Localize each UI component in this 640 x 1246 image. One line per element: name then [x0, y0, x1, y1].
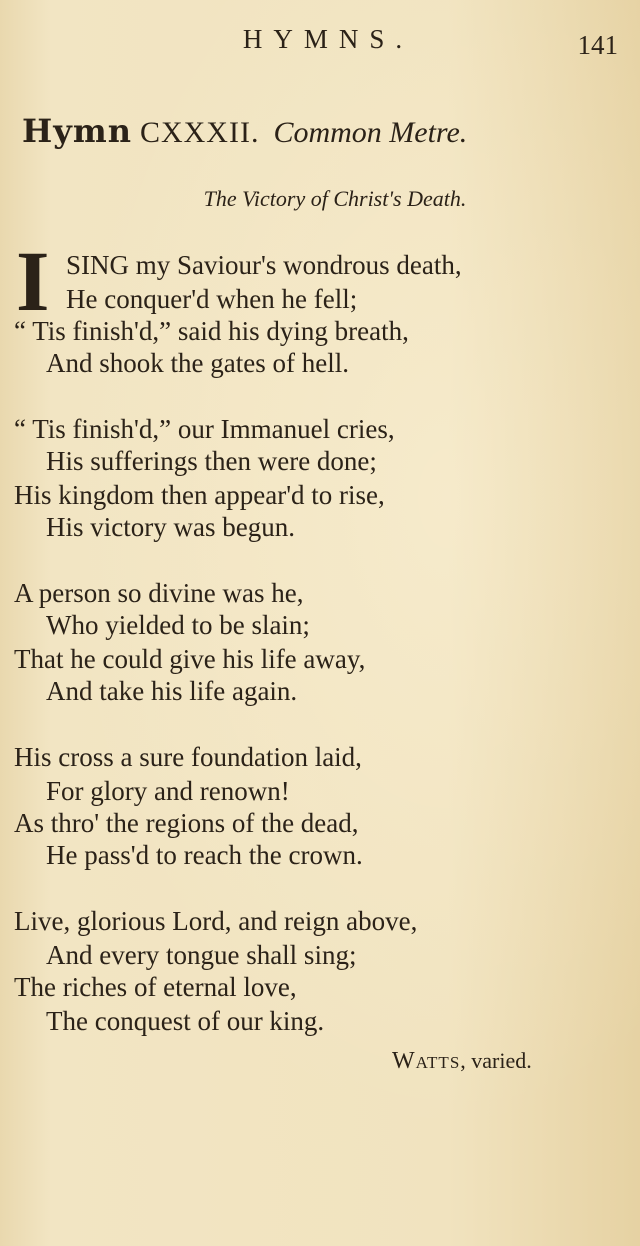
verse-line: “ Tis finish'd,” said his dying breath,	[14, 316, 409, 346]
hymn-title	[22, 112, 467, 150]
hymn-metre: Common Metre.	[273, 116, 468, 149]
verse-line: As thro' the regions of the dead,	[14, 808, 359, 838]
verse-line: “ Tis finish'd,” our Immanuel cries,	[14, 414, 395, 444]
verse-line: For glory and renown!	[46, 776, 290, 806]
verse-line: His kingdom then appear'd to rise,	[14, 480, 385, 510]
verse-line: His sufferings then were done;	[46, 446, 377, 476]
verse-line: He conquer'd when he fell;	[66, 284, 358, 314]
verse-line: Live, glorious Lord, and reign above,	[14, 906, 418, 936]
verse-line: His cross a sure foundation laid,	[14, 742, 362, 772]
attribution	[392, 1048, 532, 1075]
attribution-note: , varied.	[460, 1048, 532, 1073]
verse-line: And every tongue shall sing;	[46, 940, 357, 970]
hymn-number: CXXXII.	[139, 116, 260, 149]
verse-line: The riches of eternal love,	[14, 972, 297, 1002]
verse-line: That he could give his life away,	[14, 644, 366, 674]
page-number: 141	[577, 30, 618, 60]
hymn-subtitle: The Victory of Christ's Death.	[203, 186, 467, 211]
verse-line: And shook the gates of hell.	[46, 348, 349, 378]
hymn-heading-word: Hymn	[22, 112, 132, 150]
verse-line: And take his life again.	[46, 676, 298, 706]
running-head: HYMNS.	[242, 24, 414, 54]
verse-line: He pass'd to reach the crown.	[46, 840, 363, 870]
attribution-author: Watts	[392, 1048, 461, 1074]
drop-cap: I	[16, 233, 50, 329]
verse-line: His victory was begun.	[46, 512, 295, 542]
verse-line: The conquest of our king.	[46, 1006, 325, 1036]
verse-line: Who yielded to be slain;	[46, 610, 310, 640]
verse-line: SING my Saviour's wondrous death,	[66, 250, 462, 280]
verse-line: A person so divine was he,	[14, 578, 304, 608]
